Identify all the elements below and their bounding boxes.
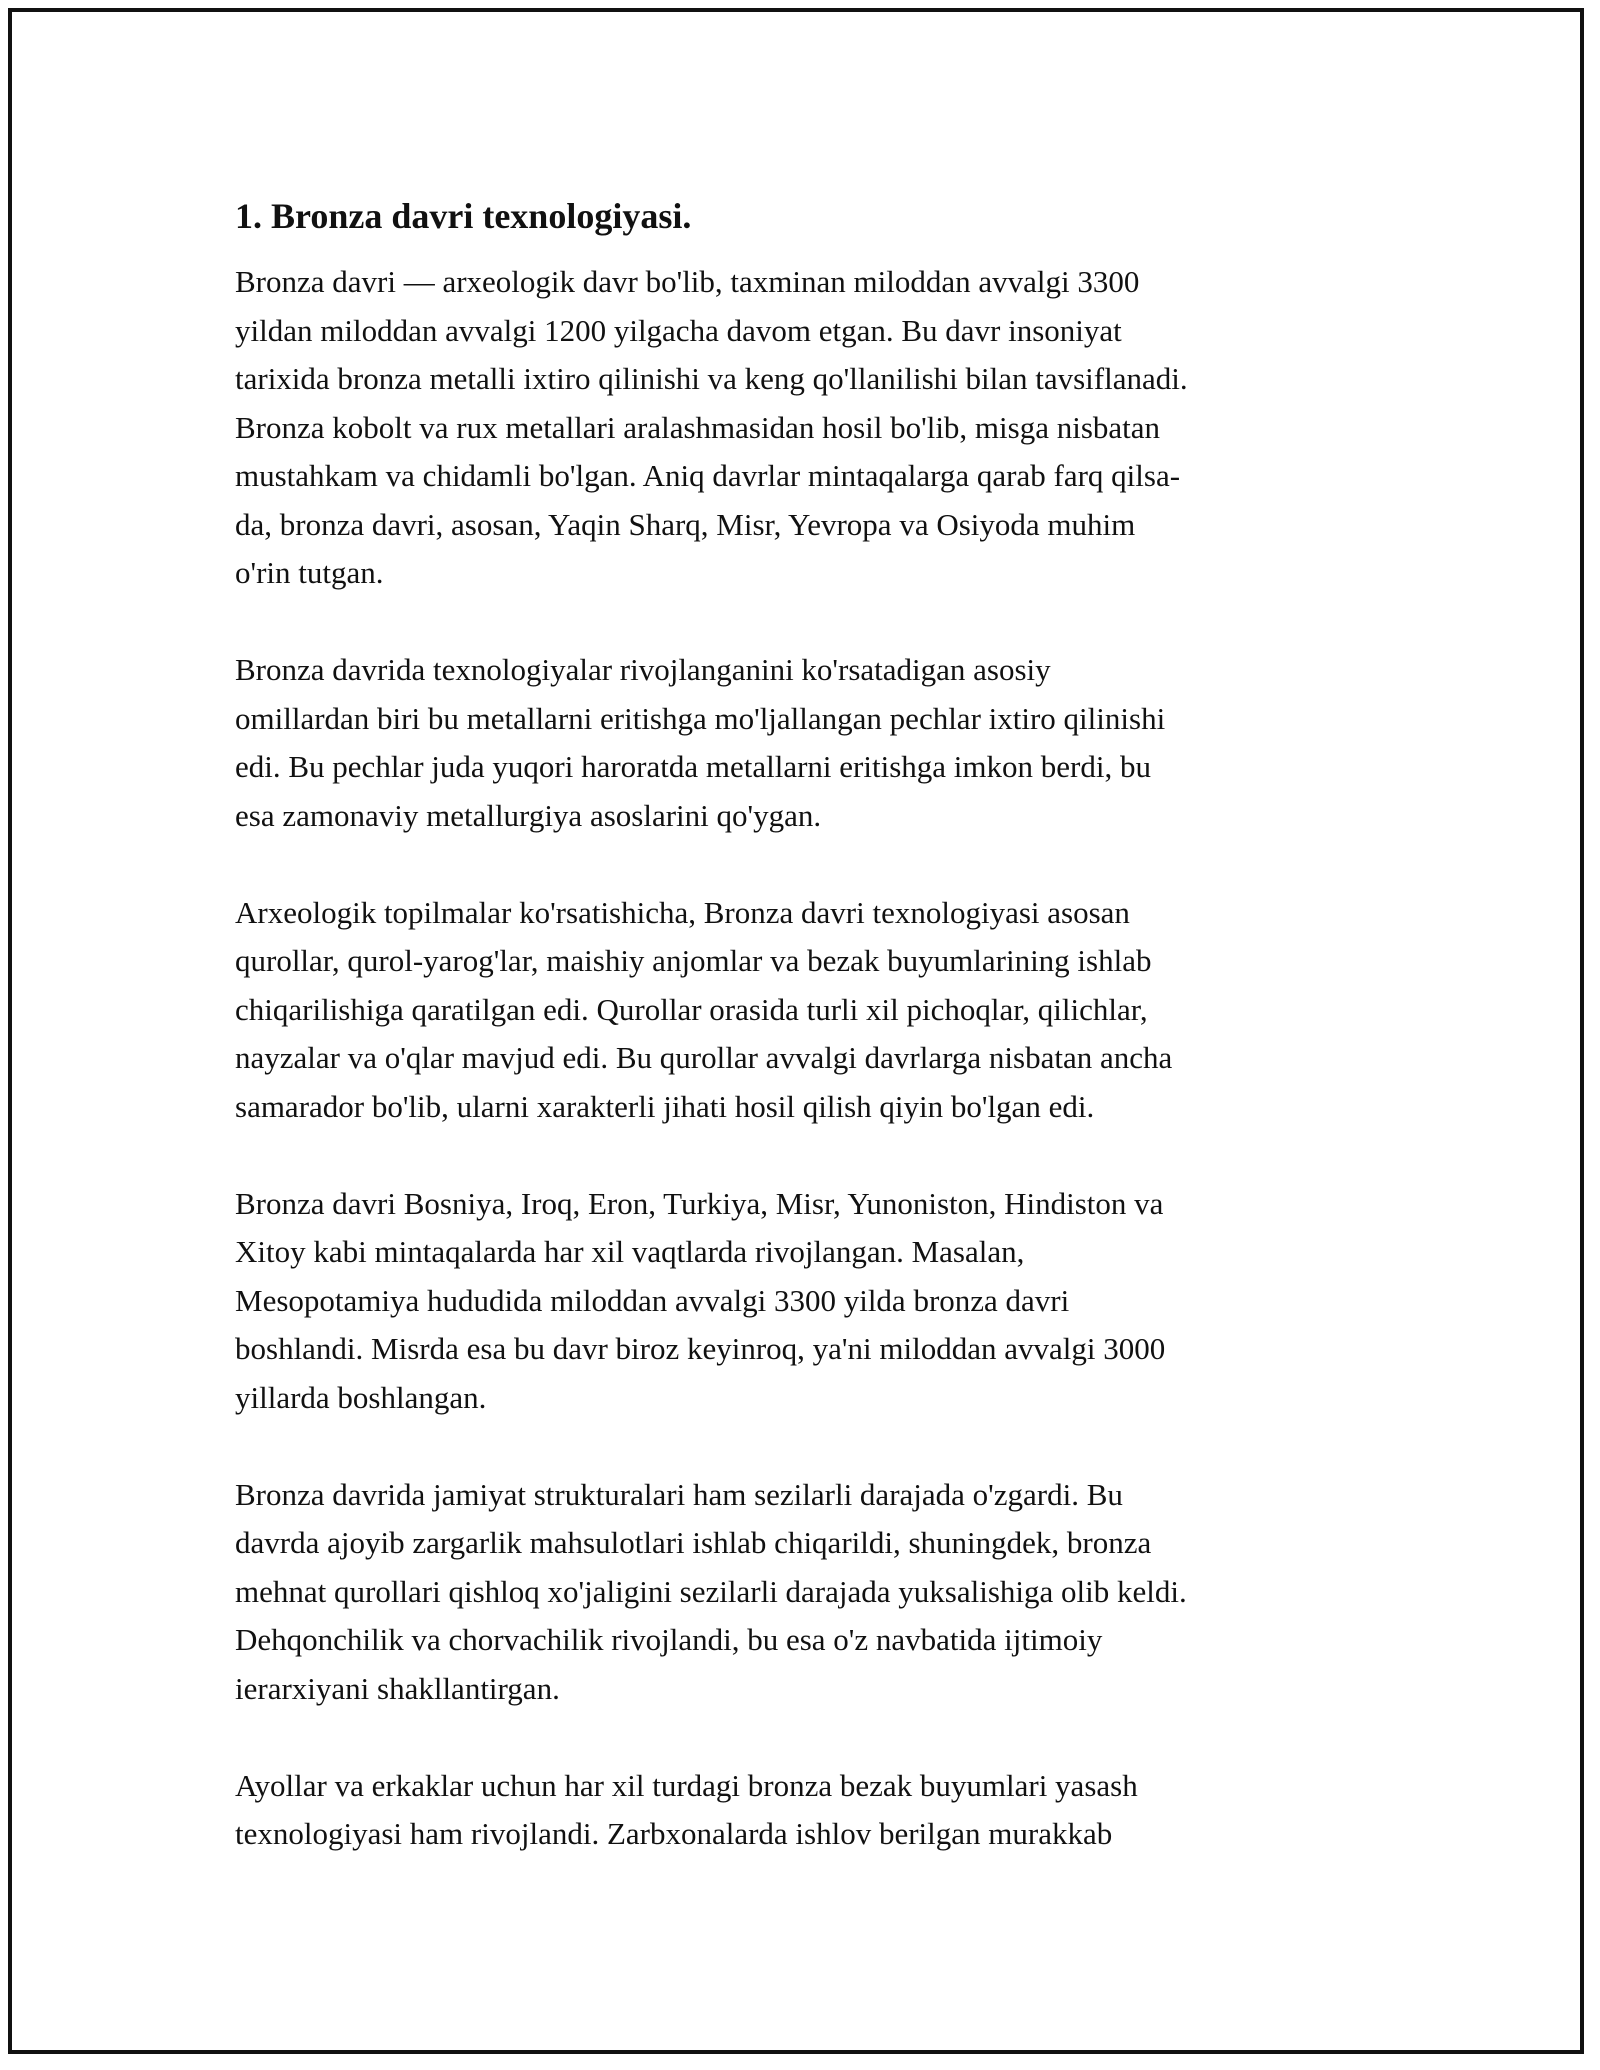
text-line: yildan miloddan avvalgi 1200 yilgacha davom etgan. Bu davr insoniyat (235, 312, 1122, 348)
text-line: Dehqonchilik va chorvachilik rivojlandi, bu esa o'z navbatida ijtimoiy (235, 1622, 1103, 1657)
text-line: yillarda boshlangan. (235, 1379, 487, 1415)
text-line: qurollar, qurol-yarog'lar, maishiy anjomlar va bezak buyumlarining ishlab (235, 943, 1152, 978)
paragraph-6 (235, 1762, 1375, 1859)
text-line: tarixida bronza metalli ixtiro qilinishi va keng qo'llanilishi bilan tavsiflanadi. (235, 361, 1188, 396)
paragraph-1 (235, 258, 1375, 598)
paragraph-3 (235, 889, 1375, 1132)
text-line: Mesopotamiya hududida miloddan avvalgi 3300 yilda bronza davri (235, 1282, 1070, 1318)
text-line: ierarxiyani shakllantirgan. (235, 1670, 560, 1706)
document-heading: 1. Bronza davri texnologiyasi. (235, 196, 692, 236)
text-line: Ayollar va erkaklar uchun har xil turdagi bronza bezak buyumlari yasash (235, 1767, 1138, 1803)
text-line: edi. Bu pechlar juda yuqori haroratda metallarni eritishga imkon berdi, bu (235, 749, 1151, 784)
text-line: Bronza davri Bosniya, Iroq, Eron, Turkiya, Misr, Yunoniston, Hindiston va (235, 1185, 1164, 1221)
text-line: chiqarilishiga qaratilgan edi. Qurollar orasida turli xil pichoqlar, qilichlar, (235, 991, 1148, 1027)
paragraph-5 (235, 1471, 1375, 1714)
text-line: da, bronza davri, asosan, Yaqin Sharq, Misr, Yevropa va Osiyoda muhim (235, 506, 1136, 542)
text-line: davrda ajoyib zargarlik mahsulotlari ishlab chiqarildi, shuningdek, bronza (235, 1525, 1152, 1560)
text-line: Bronza davrida jamiyat strukturalari ham sezilarli darajada o'zgardi. Bu (235, 1476, 1123, 1512)
text-line: boshlandi. Misrda esa bu davr biroz keyinroq, ya'ni miloddan avvalgi 3000 (235, 1331, 1166, 1366)
document-page (235, 188, 1375, 1907)
paragraph-2 (235, 646, 1375, 840)
text-line: o'rin tutgan. (235, 555, 384, 590)
text-line: esa zamonaviy metallurgiya asoslarini qo'ygan. (235, 797, 822, 833)
text-line: samarador bo'lib, ularni xarakterli jihati hosil qilish qiyin bo'lgan edi. (235, 1088, 1095, 1124)
text-line: Bronza davri — arxeologik davr bo'lib, taxminan miloddan avvalgi 3300 (235, 264, 1140, 299)
text-line: Xitoy kabi mintaqalarda har xil vaqtlarda rivojlangan. Masalan, (235, 1234, 1025, 1269)
text-line: Bronza davrida texnologiyalar rivojlanganini ko'rsatadigan asosiy (235, 652, 1051, 687)
text-line: mehnat qurollari qishloq xo'jaligini sezilarli darajada yuksalishiga olib keldi. (235, 1573, 1187, 1609)
text-line: mustahkam va chidamli bo'lgan. Aniq davrlar mintaqalarga qarab farq qilsa- (235, 458, 1181, 493)
text-line: Bronza kobolt va rux metallari aralashmasidan hosil bo'lib, misga nisbatan (235, 409, 1161, 445)
paragraph-4 (235, 1180, 1375, 1423)
text-line: Arxeologik topilmalar ko'rsatishicha, Bronza davri texnologiyasi asosan (235, 894, 1130, 930)
text-line: texnologiyasi ham rivojlandi. Zarbxonalarda ishlov berilgan murakkab (235, 1816, 1113, 1851)
text-line: omillardan biri bu metallarni eritishga mo'ljallangan pechlar ixtiro qilinishi (235, 700, 1166, 736)
text-line: nayzalar va o'qlar mavjud edi. Bu qurollar avvalgi davrlarga nisbatan ancha (235, 1040, 1173, 1075)
